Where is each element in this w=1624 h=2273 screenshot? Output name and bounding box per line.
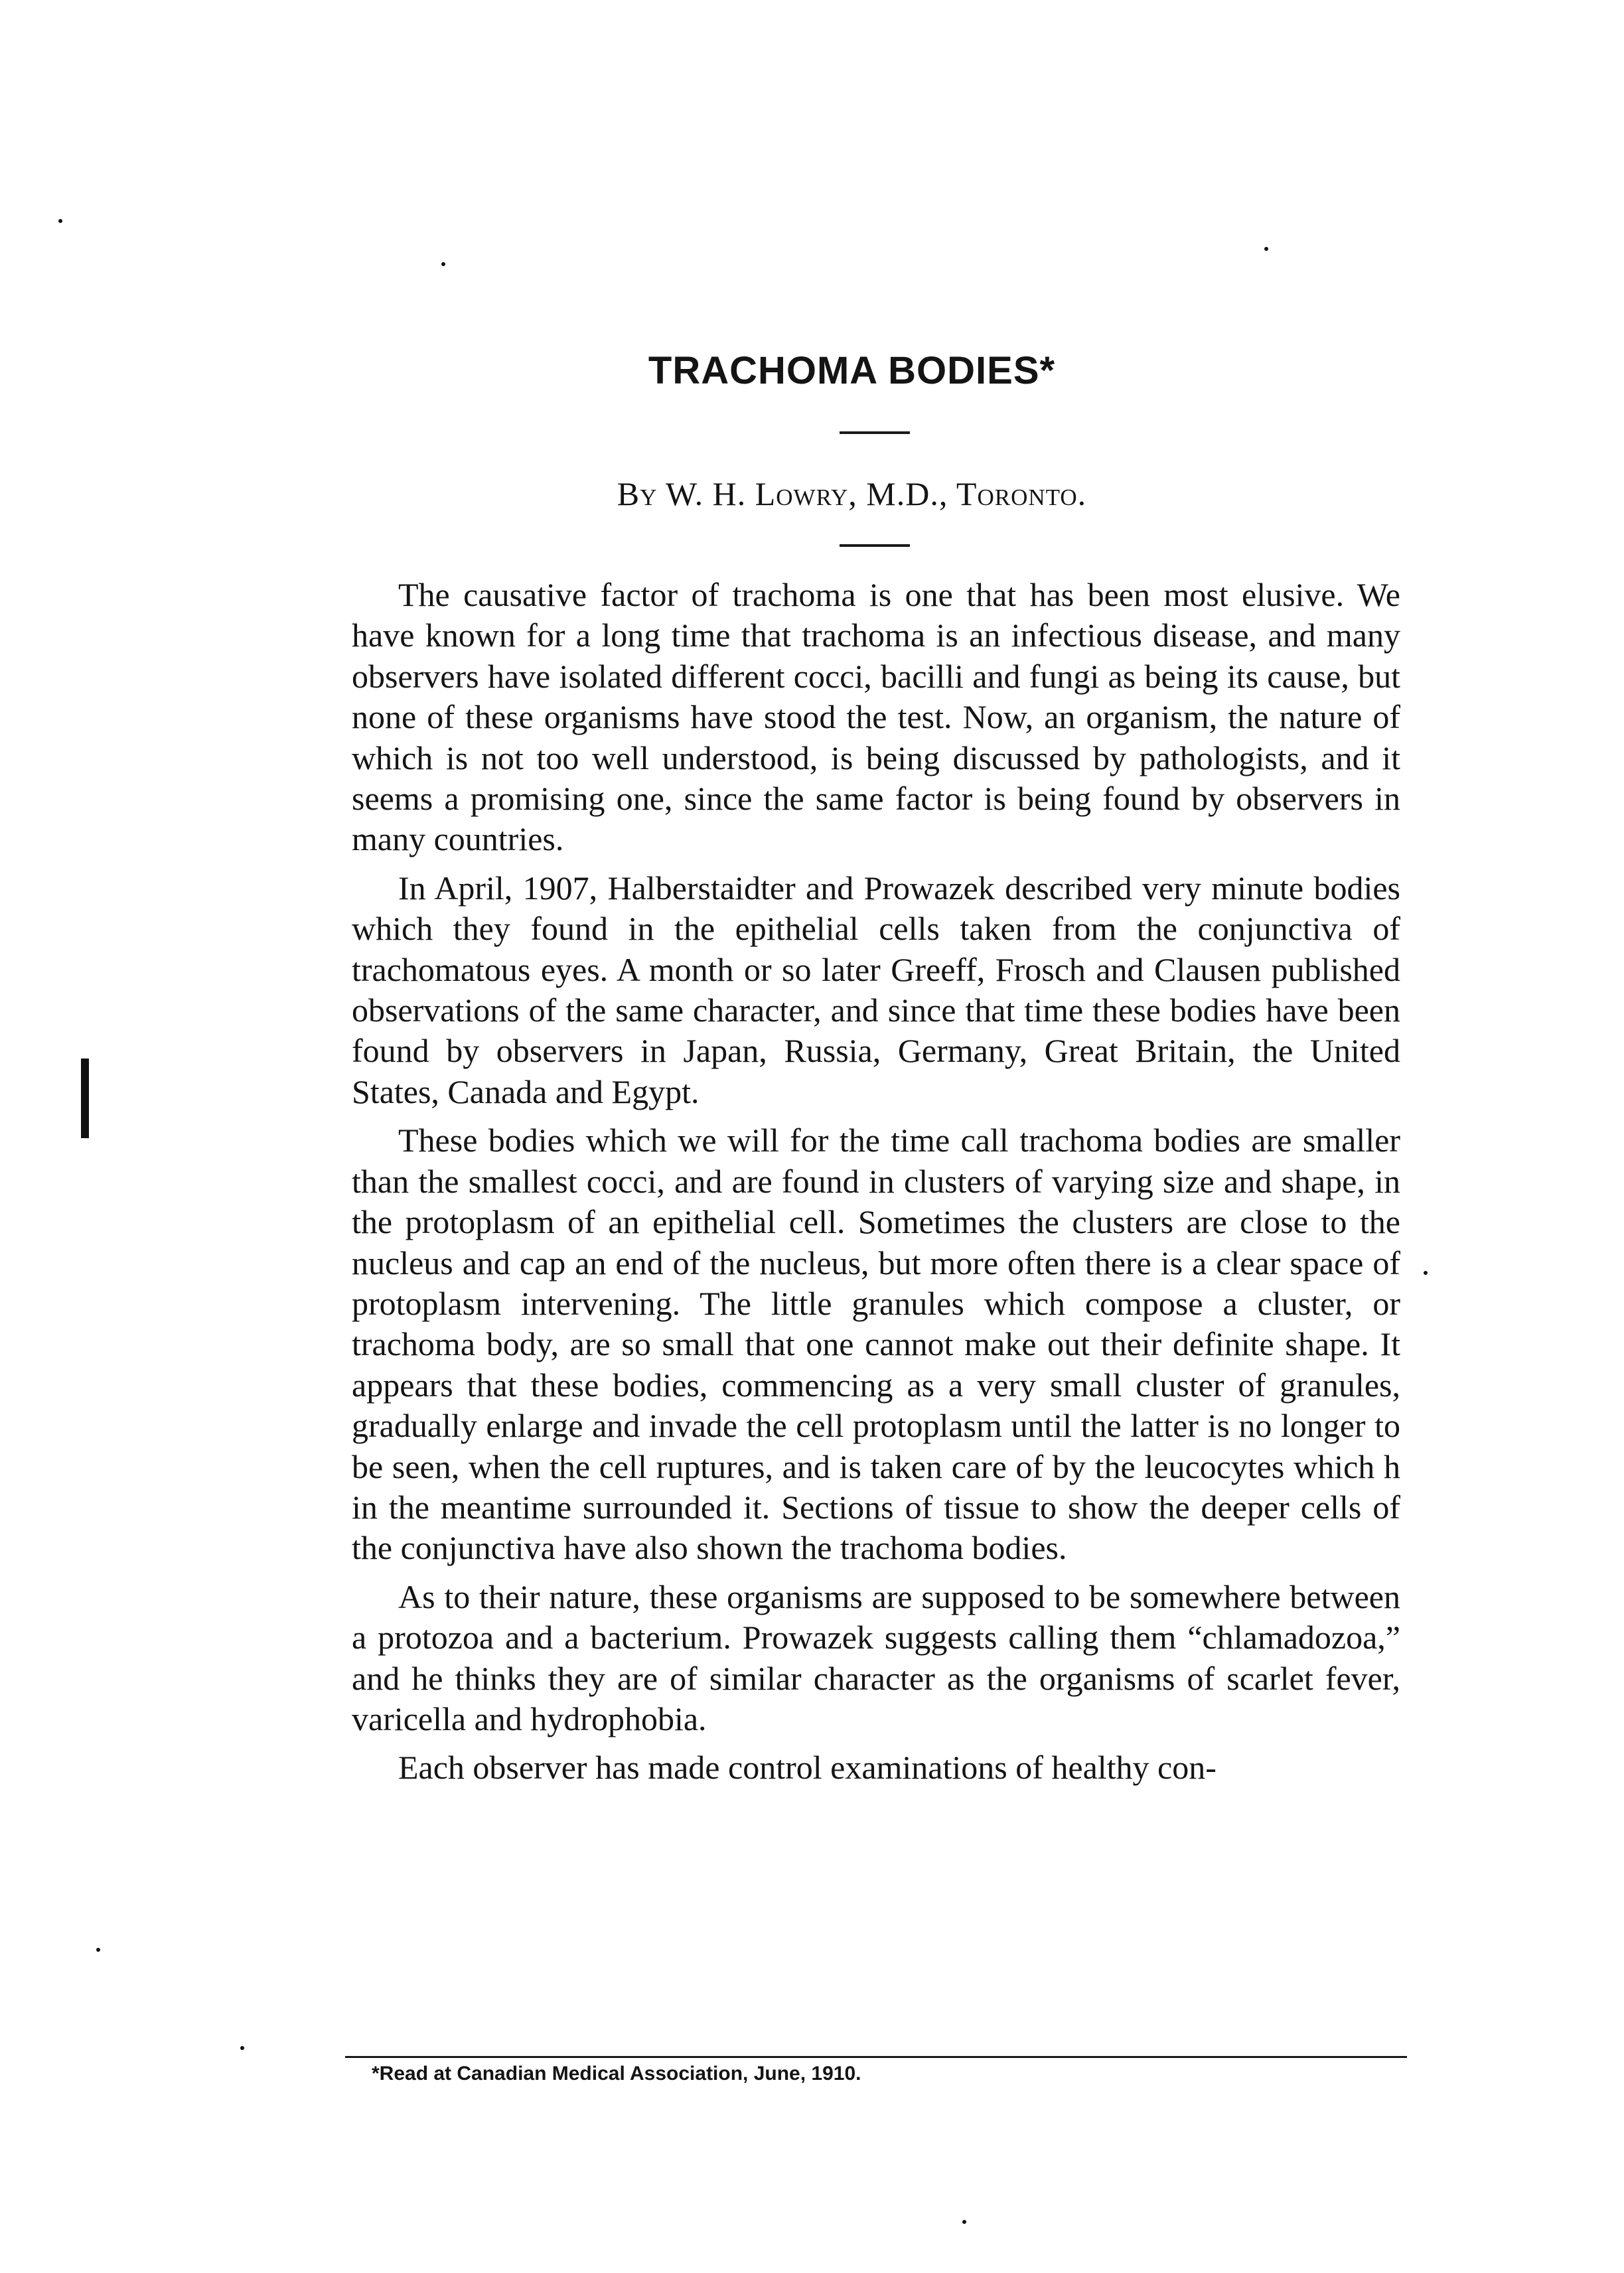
footnote: *Read at Canadian Medical Association, June, 1910. (372, 2063, 861, 2085)
scan-artifact-dot (1424, 1271, 1428, 1275)
title-divider (840, 431, 910, 434)
author-byline: By W. H. Lowry, M.D., Toronto. (617, 475, 1087, 512)
paragraph: The causative factor of trachoma is one that has been most elusive. We have known for a long time that trachoma is an infectious disease, and many observers have isolated different cocci, bacilli and fungi as being its cause, but none of these organisms have stood the test. Now, an organism, the nature of which is not too well understood, is being discussed by pathologists, and it seems a promising one, since the same factor is being found by observers in many countries. (352, 576, 1400, 858)
paragraph: Each observer has made control examinations of healthy con- (398, 1749, 1217, 1787)
scan-artifact-dot (58, 219, 62, 223)
scan-artifact-dot (240, 2046, 244, 2050)
scan-artifact-dot (441, 262, 445, 266)
scan-artifact-dot (1264, 247, 1268, 251)
paragraph: As to their nature, these organisms are supposed to be somewhere between a protozoa and a bacterium. Prowazek suggests calling them “chlamadozoa,” and he thinks they are of similar character as the organisms of scarlet fever, varicella and hydrophobia. (352, 1577, 1400, 1737)
article-body (352, 575, 1400, 1796)
scan-artifact-dot (962, 2220, 966, 2224)
footnote-divider (345, 2056, 1407, 2058)
paragraph: These bodies which we will for the time call trachoma bodies are smaller than the smallest cocci, and are found in clusters of varying size and shape, in the protoplasm of an epithelial cell. Sometimes the clusters are close to the nucleus and cap an end of the nucleus, but more often there is a clear space of protoplasm intervening. The little granules which compose a cluster, or trachoma body, are so small that one cannot make out their definite shape. It appears that these bodies, commencing as a very small cluster of granules, gradually enlarge and invade the cell protoplasm until the latter is no longer to be seen, when the cell ruptures, and is taken care of by the leucocytes which h in the meantime surrounded it. Sections of tissue to show the deeper cells of the conjunctiva have also shown the trachoma bodies. (352, 1122, 1400, 1567)
paragraph: In April, 1907, Halberstaidter and Prowazek described very minute bodies which they found in the epithelial cells taken from the conjunctiva of trachomatous eyes. A month or so later Greeff, Frosch and Clausen published observations of the same character, and since that time these bodies have been found by observers in Japan, Russia, Germany, Great Britain, the United States, Canada and Egypt. (352, 869, 1400, 1110)
article-title: TRACHOMA BODIES* (648, 349, 1056, 392)
byline-divider (840, 544, 910, 547)
scan-artifact-dot (96, 1948, 100, 1952)
scan-artifact-bar (81, 1059, 89, 1138)
